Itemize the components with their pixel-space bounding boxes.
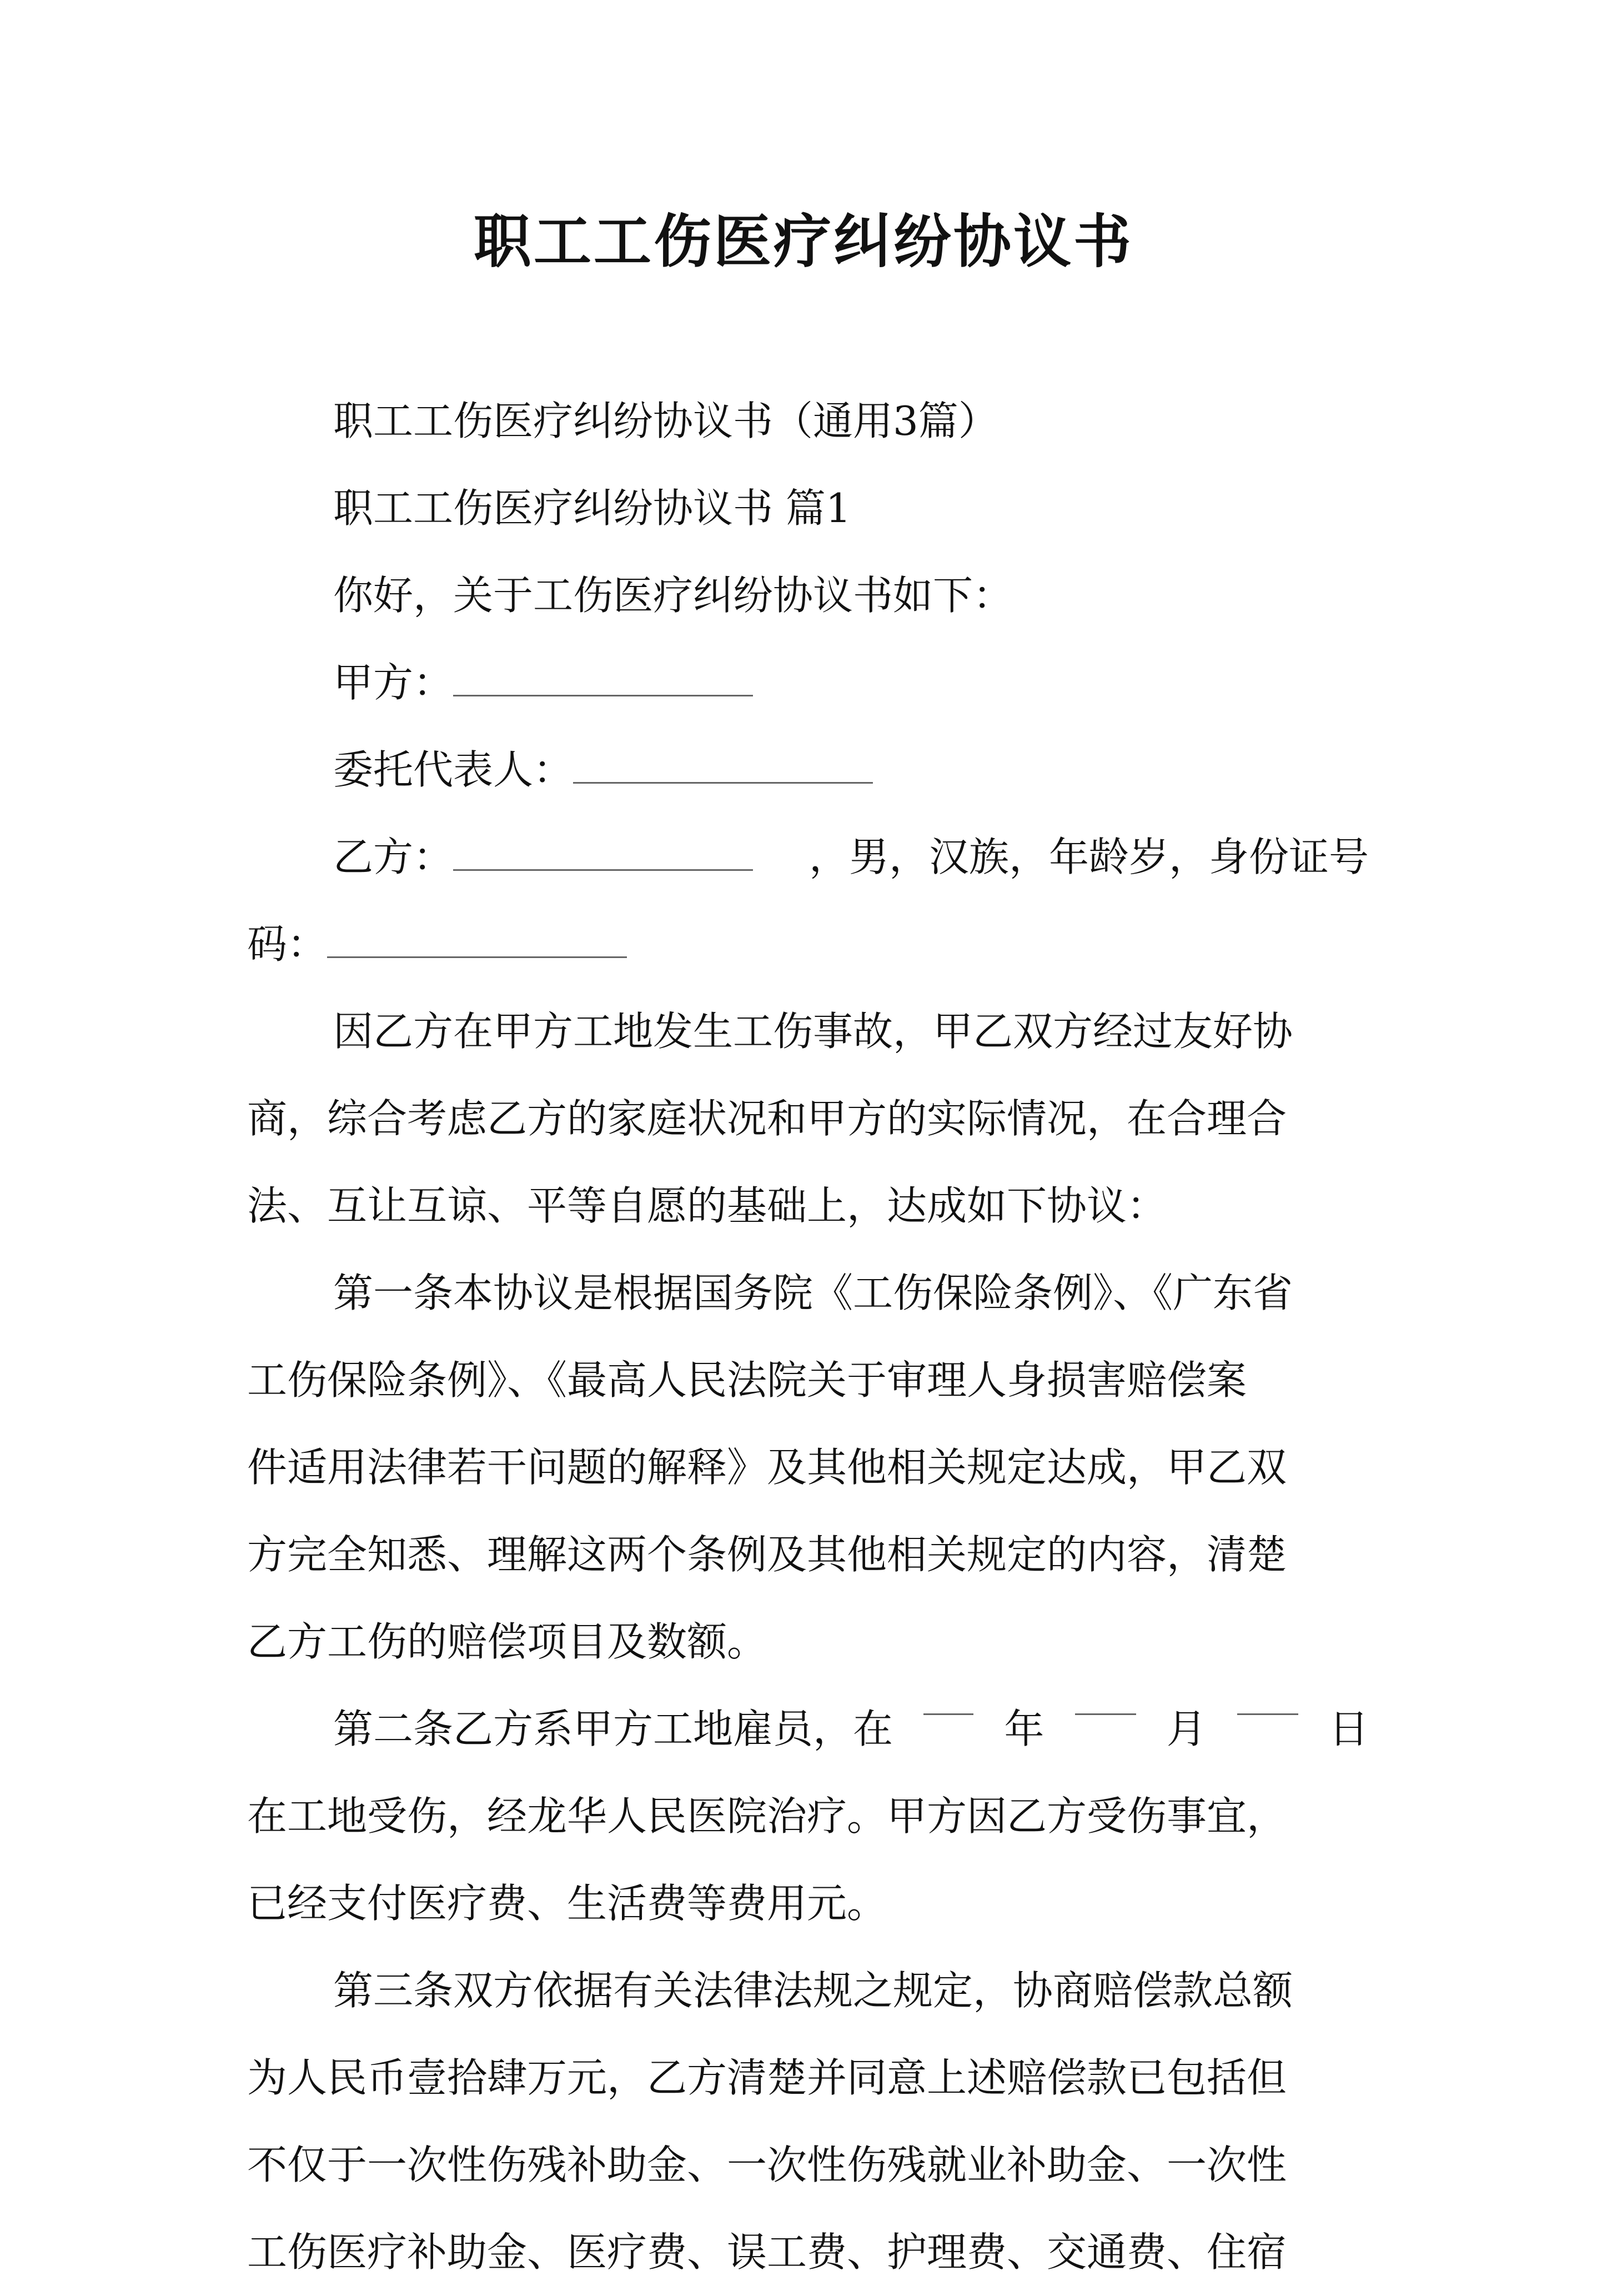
para2-line: 方完全知悉、理解这两个条例及其他相关规定的内容，清楚 <box>247 1531 1287 1578</box>
para3-line: 已经支付医疗费、生活费等费用元。 <box>247 1880 887 1927</box>
party-a-blank <box>453 667 753 696</box>
subtitle-line: 职工工伤医疗纠纷协议书（通用3篇） <box>333 398 998 444</box>
para4-line: 第三条双方依据有关法律法规之规定，协商赔偿款总额 <box>333 1967 1293 2014</box>
para2-line: 工伤保险条例》、《最高人民法院关于审理人身损害赔偿案 <box>247 1357 1247 1403</box>
para3-start: 第二条乙方系甲方工地雇员，在 <box>333 1706 893 1752</box>
representative-blank <box>573 754 873 784</box>
para4-line: 工伤医疗补助金、医疗费、误工费、护理费、交通费、住宿 <box>247 2229 1287 2275</box>
para1-line: 法、互让互谅、平等自愿的基础上，达成如下协议： <box>247 1182 1167 1229</box>
party-b-label: 乙方： <box>333 834 454 880</box>
month-blank <box>1075 1686 1136 1715</box>
para1-line: 因乙方在甲方工地发生工伤事故，甲乙双方经过友好协 <box>333 1008 1293 1055</box>
party-a-label: 甲方： <box>333 659 454 706</box>
para2-line: 第一条本协议是根据国务院《工伤保险条例》、《广东省 <box>333 1270 1293 1316</box>
para2-line: 乙方工伤的赔偿项目及数额。 <box>247 1618 767 1665</box>
section-heading: 职工工伤医疗纠纷协议书 篇1 <box>333 485 851 532</box>
para1-line: 商，综合考虑乙方的家庭状况和甲方的实际情况，在合理合 <box>247 1095 1287 1142</box>
greeting-line: 你好，关于工伤医疗纠纷协议书如下： <box>333 572 1013 619</box>
document-body <box>247 378 1369 2296</box>
id-line <box>247 901 1369 988</box>
para2-line: 件适用法律若干问题的解释》及其他相关规定达成，甲乙双 <box>247 1444 1287 1491</box>
para4-line: 为人民币壹拾肆万元，乙方清楚并同意上述赔偿款已包括但 <box>247 2054 1287 2101</box>
para3-line: 在工地受伤，经龙华人民医院治疗。甲方因乙方受伤事宜， <box>247 1793 1287 1839</box>
year-label: 年 <box>1004 1706 1044 1752</box>
party-b-rest: ，男，汉族，年龄岁，身份证号 <box>808 834 1369 880</box>
representative-line <box>247 726 1369 814</box>
year-blank <box>923 1686 973 1715</box>
para3-date-line <box>247 1686 1369 1773</box>
id-label: 码： <box>247 921 328 967</box>
day-blank <box>1237 1686 1298 1715</box>
document-title: 职工工伤医疗纠纷协议书 <box>473 207 1133 275</box>
month-label: 月 <box>1166 1706 1207 1752</box>
para4-line: 不仅于一次性伤残补助金、一次性伤残就业补助金、一次性 <box>247 2142 1287 2188</box>
id-blank <box>327 929 627 958</box>
party-a-line <box>247 639 1369 726</box>
party-b-blank <box>453 841 753 871</box>
representative-label: 委托代表人： <box>333 746 574 793</box>
party-b-line <box>247 814 1369 901</box>
day-label: 日 <box>1328 1706 1369 1752</box>
party-b-label-group <box>333 814 753 901</box>
